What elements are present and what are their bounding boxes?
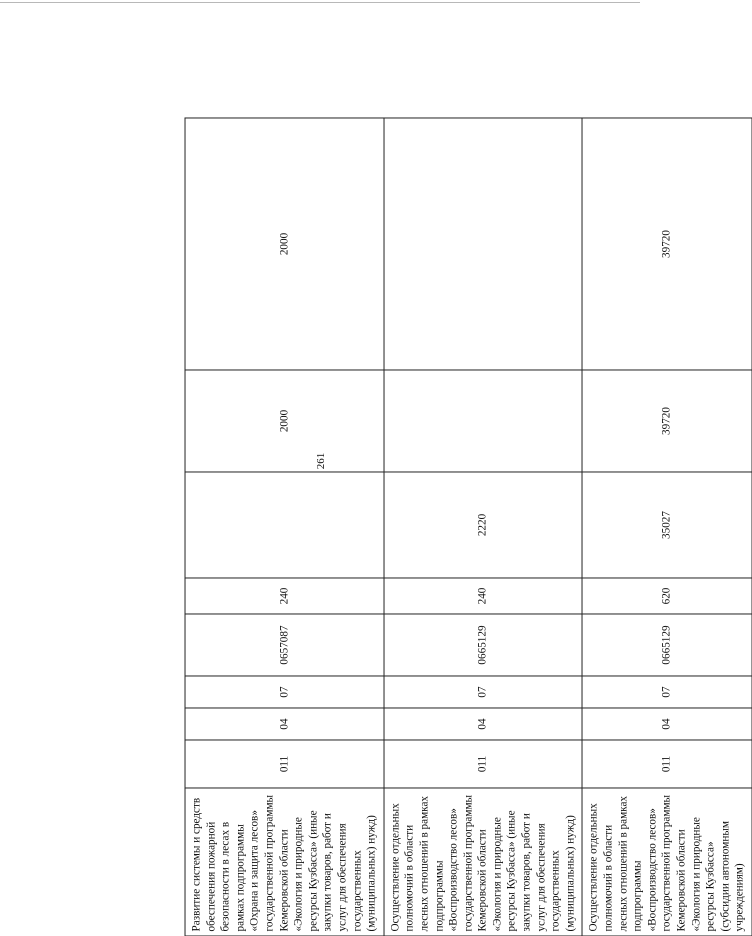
amount-year-2 bbox=[384, 370, 583, 472]
ministry-code: 011 bbox=[384, 740, 583, 788]
amount-year-1: 2220 bbox=[384, 472, 583, 578]
section-code: 04 bbox=[384, 708, 583, 740]
amount-year-2: 2000 bbox=[185, 370, 384, 472]
table-row bbox=[185, 118, 384, 936]
subsection-code: 07 bbox=[185, 676, 384, 708]
section-code: 04 bbox=[582, 708, 752, 740]
amount-year-1 bbox=[185, 472, 384, 578]
subsection-code: 07 bbox=[582, 676, 752, 708]
top-rule bbox=[0, 2, 640, 3]
amount-year-1: 35027 bbox=[582, 472, 752, 578]
target-article-code: 0665129 bbox=[582, 614, 752, 676]
page-number: 261 bbox=[315, 452, 327, 470]
subsection-code: 07 bbox=[384, 676, 583, 708]
row-description: Осуществление отдельных полномочий в области лесных отношений в рамках подпрограммы «Воспроизводство лесов» государственной программы Кемеровской области «Экология и природные ресурсы Кузбасса» (субсидии автономным учреждениям) bbox=[582, 788, 752, 936]
target-article-code: 0665129 bbox=[384, 614, 583, 676]
row-description: Развитие системы и средств обеспечения пожарной безопасности в лесах в рамках подпрограммы «Охрана и защита лесов» государственной программы Кемеровской области «Экология и природные ресурсы Кузбасса» (иные закупки товаров, работ и услуг для обеспечения государственных (муниципальных) нужд) bbox=[185, 788, 384, 936]
ministry-code: 011 bbox=[185, 740, 384, 788]
expense-type-code: 240 bbox=[384, 578, 583, 614]
amount-year-2: 39720 bbox=[582, 370, 752, 472]
amount-year-3: 39720 bbox=[582, 118, 752, 370]
table-row bbox=[582, 118, 752, 936]
amount-year-3: 2000 bbox=[185, 118, 384, 370]
expense-type-code: 620 bbox=[582, 578, 752, 614]
expense-type-code: 240 bbox=[185, 578, 384, 614]
target-article-code: 0657087 bbox=[185, 614, 384, 676]
amount-year-3 bbox=[384, 118, 583, 370]
table-row bbox=[384, 118, 583, 936]
section-code: 04 bbox=[185, 708, 384, 740]
ministry-code: 011 bbox=[582, 740, 752, 788]
row-description: Осуществление отдельных полномочий в области лесных отношений в рамках подпрограммы «Воспроизводство лесов» государственной программы Кемеровской области «Экология и природные ресурсы Кузбасса» (иные закупки товаров, работ и услуг для обеспечения государственных (муниципальных) нужд) bbox=[384, 788, 583, 936]
budget-table bbox=[185, 117, 752, 936]
